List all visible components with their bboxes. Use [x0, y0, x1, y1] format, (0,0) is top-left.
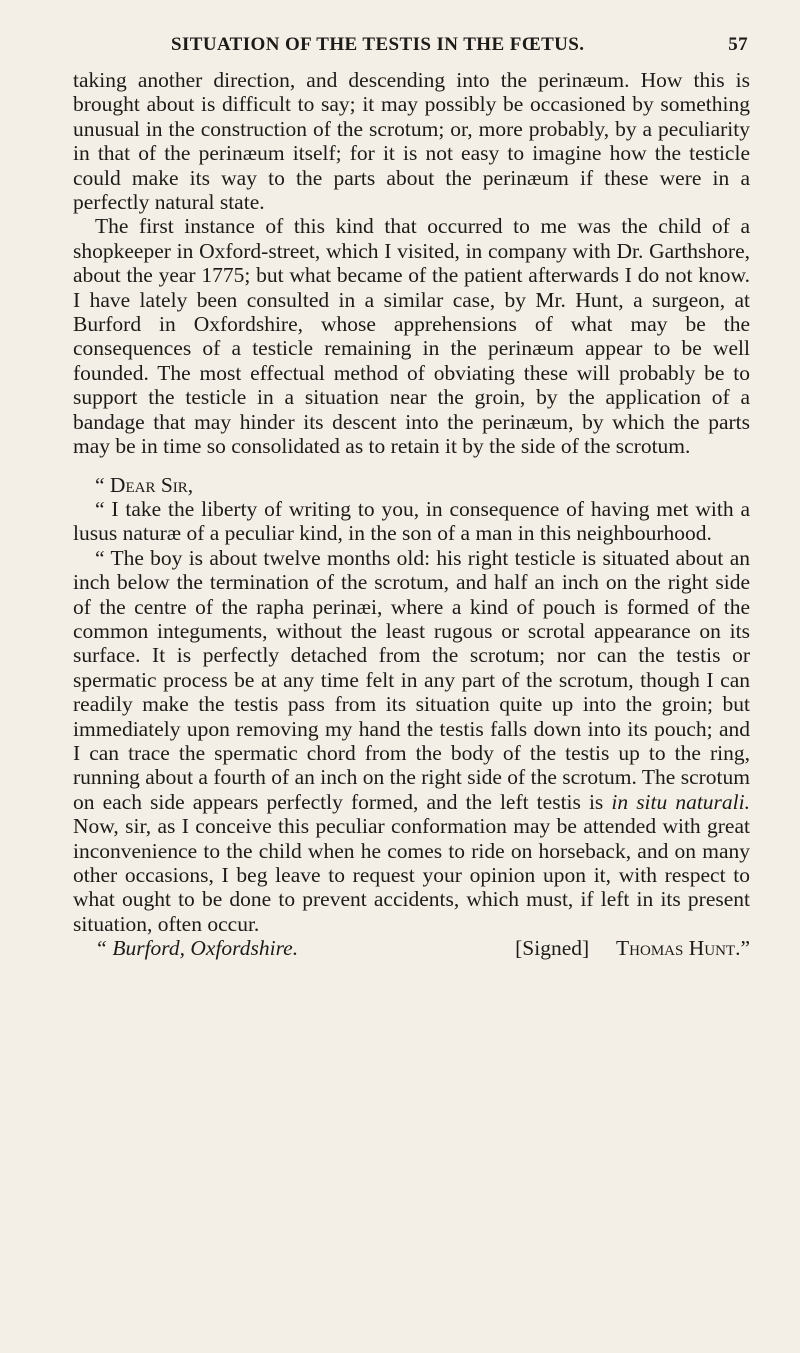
letter-text: “ The boy is about twelve months old: his right testicle is situated about an inch below the termination of the scrotum, and half an inch on the right side of the centre of the rapha perinæi, where a kind of pouch is formed of the common integuments, without the least rugous or scrotal appearance on its surface. It is perfectly detached from the scrotum; nor can the testis or spermatic process be at any time felt in any part of the scrotum, though I can readily make the testis pass from its situation quite up into the groin; but immediately upon removing my hand the testis falls down into its pouch; and I can trace the spermatic chord from the body of the testis up to the ring, running about a fourth of an inch on the right side of the scrotum. The scrotum on each side appears perfectly formed, and the left testis is: [73, 545, 750, 814]
latin-phrase: in situ naturali.: [611, 789, 750, 814]
signature-place: “ Burford, Oxfordshire.: [95, 936, 299, 961]
signature-right: [453, 936, 750, 960]
page-number: 57: [728, 34, 748, 55]
body-text: [73, 68, 750, 961]
letter-paragraph-description: [73, 546, 750, 937]
signature-signed: [Signed]: [515, 936, 590, 961]
letter-paragraph-opening: “ I take the liberty of writing to you, in consequence of having met with a lusus naturæ of a peculiar kind, in the son of a man in this neighbourhood.: [73, 496, 750, 546]
letter-salutation: “ Dear Sir,: [95, 472, 194, 497]
running-header: [73, 34, 750, 68]
signature-name: Thomas Hunt.”: [616, 936, 750, 961]
paragraph-first-instance: The first instance of this kind that occurred to me was the child of a shopkeeper in Oxford-street, which I visited, in company with Dr. Garthshore, about the year 1775; but what became of the patient afterwards I do not know. I have lately been consulted in a similar case, by Mr. Hunt, a surgeon, at Burford in Oxfordshire, whose apprehensions of what may be the consequences of a testicle remaining in the perinæum appear to be well founded. The most effectual method of obviating these will probably be to support the testicle in a situation near the groin, by the application of a bandage that may hinder its descent into the perinæum, by which the parts may be in time so consolidated as to retain it by the side of the scrotum.: [73, 214, 750, 459]
letter-signature: [73, 936, 750, 960]
running-title: SITUATION OF THE TESTIS IN THE FŒTUS.: [171, 34, 585, 55]
letter-text-continued: Now, sir, as I conceive this peculiar conformation may be attended with great inconvenience to the child when he comes to ride on horseback, and on many other occasions, I beg leave to request your opinion upon it, with respect to what ought to be done to prevent accidents, which must, if left in its present situation, often occur.: [73, 814, 750, 936]
paragraph-continuation: taking another direction, and descending into the perinæum. How this is brought about is difficult to say; it may possibly be occasioned by something unusual in the construction of the scrotum; or, more probably, by a peculiarity in that of the perinæum itself; for it is not easy to imagine how the testicle could make its way to the parts about the perinæum if these were in a perfectly natural state.: [73, 68, 750, 215]
